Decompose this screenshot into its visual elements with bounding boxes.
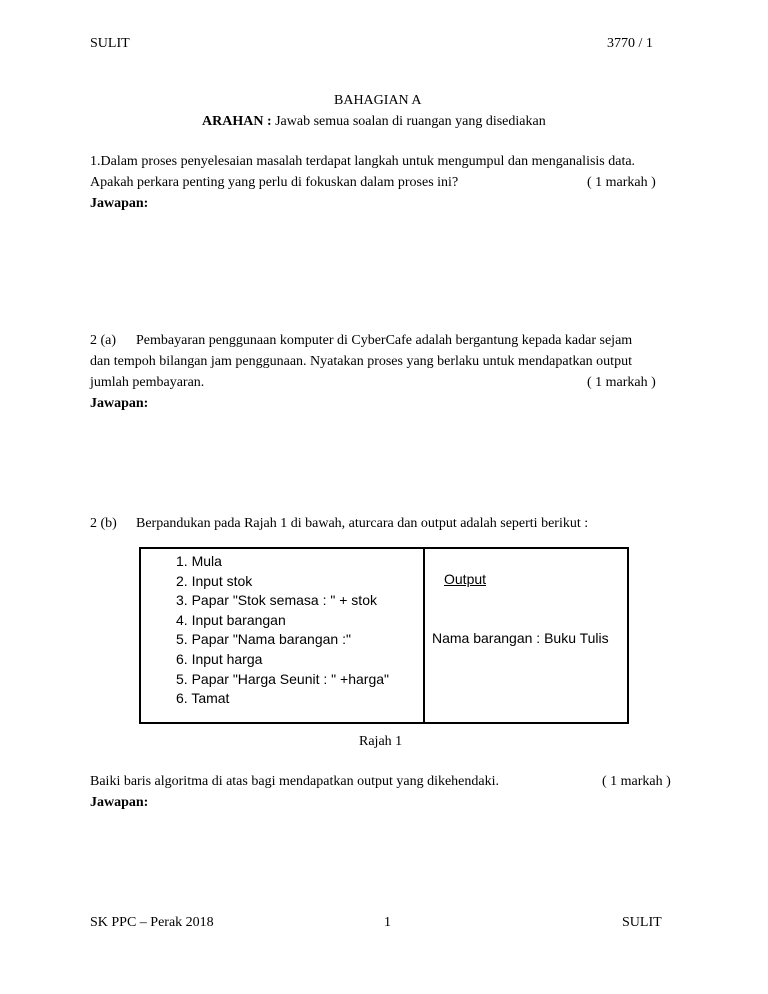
q2b-answer-label: Jawapan: — [90, 795, 149, 810]
instruction-text: Jawab semua soalan di ruangan yang disediakan — [271, 114, 546, 129]
algorithm-step: 3. Papar "Stok semasa : " + stok — [176, 592, 377, 609]
instruction — [202, 111, 546, 132]
q2b-line1: Berpandukan pada Rajah 1 di bawah, aturcara dan output adalah seperti berikut : — [136, 516, 589, 531]
footer-left: SK PPC – Perak 2018 — [90, 915, 214, 930]
page-number: 1 — [384, 915, 391, 930]
figure-caption: Rajah 1 — [359, 734, 403, 749]
figure-box — [139, 547, 629, 724]
q1-answer-label: Jawapan: — [90, 196, 149, 211]
q1-line1: 1.Dalam proses penyelesaian masalah terdapat langkah untuk mengumpul dan menganalisis data. — [90, 154, 636, 169]
header-left: SULIT — [90, 36, 130, 51]
section-title: BAHAGIAN A — [334, 93, 422, 108]
algorithm-step: 6. Input harga — [176, 650, 263, 667]
algorithm-step: 5. Papar "Nama barangan :" — [176, 631, 351, 648]
q2a-answer-label: Jawapan: — [90, 396, 149, 411]
algorithm-step: 4. Input barangan — [176, 611, 286, 628]
footer-right: SULIT — [622, 915, 662, 930]
q1-line2: Apakah perkara penting yang perlu di fokuskan dalam proses ini? — [90, 175, 459, 190]
q2a-line3: jumlah pembayaran. — [90, 375, 205, 390]
figure-divider — [423, 549, 425, 722]
q2a-number: 2 (a) — [90, 333, 117, 348]
header-right: 3770 / 1 — [607, 36, 653, 51]
q2b-question: Baiki baris algoritma di atas bagi mendapatkan output yang dikehendaki. — [90, 774, 500, 789]
instruction-label: ARAHAN : — [202, 114, 272, 129]
algorithm-step: 5. Papar "Harga Seunit : " +harga" — [176, 670, 389, 687]
q2b-marks: ( 1 markah ) — [602, 774, 671, 789]
q2a-line1: Pembayaran penggunaan komputer di CyberCafe adalah bergantung kepada kadar sejam — [136, 333, 633, 348]
q2a-marks: ( 1 markah ) — [587, 375, 656, 390]
algorithm-step: 2. Input stok — [176, 572, 253, 589]
output-heading: Output — [444, 571, 487, 587]
output-value: Nama barangan : Buku Tulis — [432, 630, 609, 646]
q2b-number: 2 (b) — [90, 516, 117, 531]
q1-marks: ( 1 markah ) — [587, 175, 656, 190]
algorithm-step: 6. Tamat — [176, 690, 230, 707]
algorithm-steps — [176, 552, 389, 709]
algorithm-step: 1. Mula — [176, 553, 222, 569]
q2a-line2: dan tempoh bilangan jam penggunaan. Nyatakan proses yang berlaku untuk mendapatkan output — [90, 354, 632, 369]
